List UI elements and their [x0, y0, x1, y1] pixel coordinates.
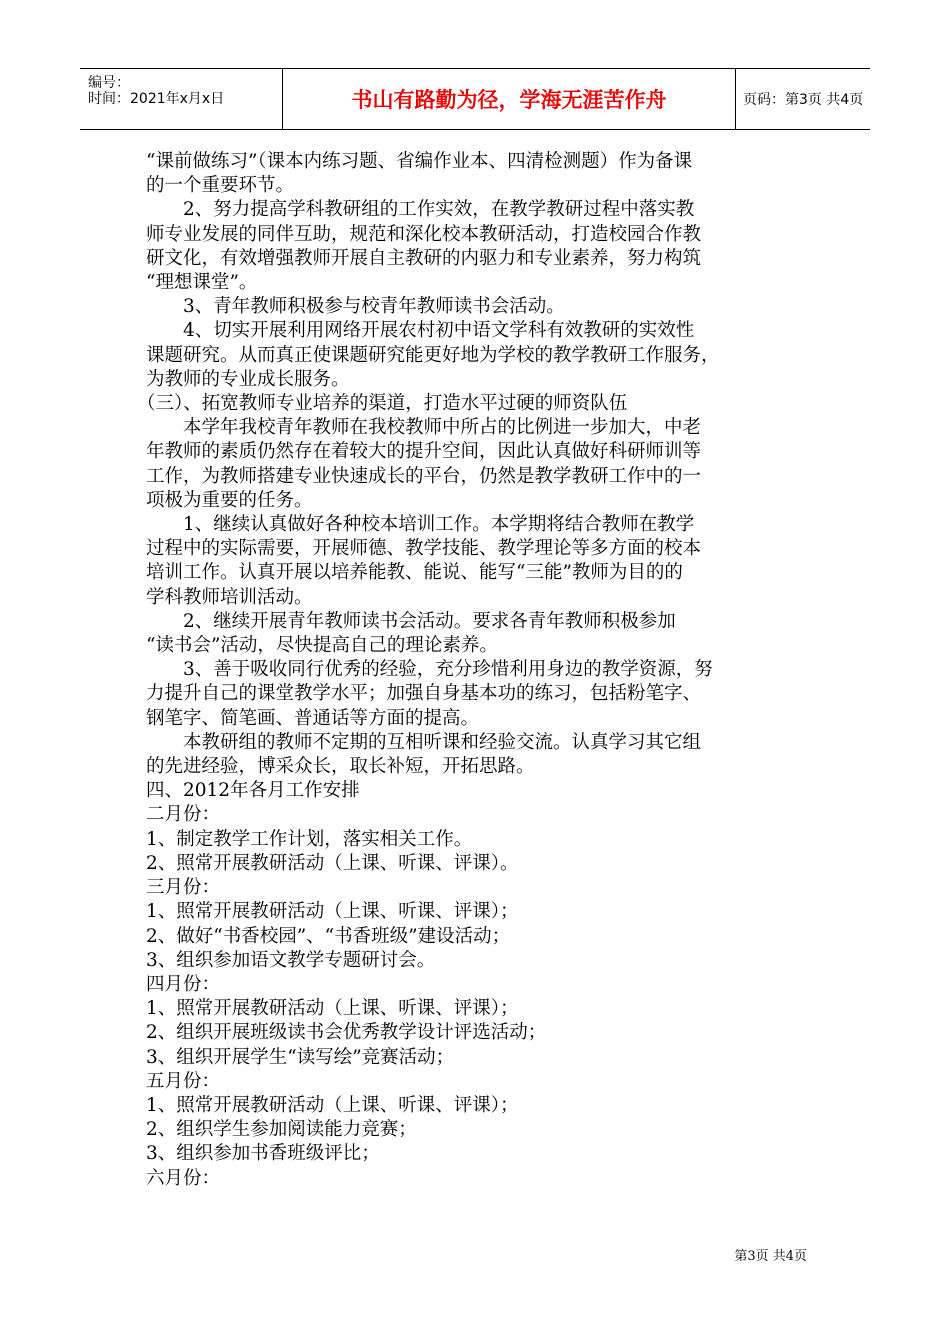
body-line: 2、继续开展青年教师读书会活动。要求各青年教师积极参加: [183, 610, 676, 632]
body-line: 4、切实开展利用网络开展农村初中语文学科有效教研的实效性: [183, 320, 695, 342]
document-body: [137, 150, 818, 1191]
month-heading: 四月份：: [146, 973, 221, 995]
list-item: 2、组织开展班级读书会优秀教学设计评选活动；: [146, 1022, 547, 1044]
body-line: 本教研组的教师不定期的互相听课和经验交流。认真学习其它组: [183, 731, 702, 753]
body-line: 的一个重要环节。: [146, 175, 295, 197]
month-heading: 五月份：: [146, 1070, 221, 1092]
list-item: 2、组织学生参加阅读能力竞赛；: [146, 1119, 417, 1141]
header-page-cell: [735, 69, 870, 129]
header-motto: 书山有路勤为径，学海无涯苦作舟: [351, 88, 667, 112]
body-line: 研文化，有效增强教师开展自主教研的内驱力和专业素养，努力构筑: [146, 247, 702, 269]
page-header: [80, 68, 870, 130]
body-line: 项极为重要的任务。: [146, 489, 313, 511]
list-item: 1、照常开展教研活动（上课、听课、评课）；: [146, 998, 519, 1020]
body-line: 3、青年教师积极参与校青年教师读书会活动。: [183, 296, 565, 318]
document-number-label: 编号：: [88, 75, 130, 91]
body-line: 师专业发展的同伴互助，规范和深化校本教研活动，打造校园合作教: [146, 223, 702, 245]
body-line: 的先进经验，博采众长，取长补短，开拓思路。: [146, 756, 535, 778]
body-line: “课前做练习”（课本内练习题、省编作业本、四清检测题）作为备课: [146, 151, 693, 172]
header-meta-cell: [80, 69, 282, 129]
section-heading: 四、2012年各月工作安排: [146, 780, 360, 802]
list-item: 1、照常开展教研活动（上课、听课、评课）；: [146, 1094, 519, 1116]
body-line: 为教师的专业成长服务。: [146, 368, 350, 390]
header-motto-cell: [282, 69, 736, 129]
body-line: 3、善于吸收同行优秀的经验，充分珍惜利用身边的教学资源，努: [183, 659, 713, 681]
body-line: 工作，为教师搭建专业快速成长的平台，仍然是教学教研工作中的一: [146, 465, 702, 487]
body-line: 力提升自己的课堂教学水平；加强自身基本功的练习，包括粉笔字、: [146, 683, 702, 705]
body-line: 本学年我校青年教师在我校教师中所占的比例进一步加大，中老: [183, 417, 702, 439]
section-heading: （三）、拓宽教师专业培养的渠道，打造水平过硬的师资队伍: [137, 393, 628, 415]
page-footer: 第3页 共4页: [734, 1249, 807, 1264]
body-line: 过程中的实际需要，开展师德、教学技能、教学理论等多方面的校本: [146, 538, 702, 560]
body-line: 钢笔字、简笔画、普通话等方面的提高。: [146, 707, 480, 729]
body-line: 1、继续认真做好各种校本培训工作。本学期将结合教师在教学: [183, 514, 695, 536]
month-heading: 二月份：: [146, 804, 221, 826]
header-page-code: 页码：第3页 共4页: [743, 92, 864, 108]
document-time-label: 时间：2021年x月x日: [88, 91, 225, 107]
body-line: 年教师的素质仍然存在着较大的提升空间，因此认真做好科研师训等: [146, 441, 702, 463]
body-line: “理想课堂”。: [146, 272, 258, 294]
body-line: 培训工作。认真开展以培养能教、能说、能写“三能”教师为目的的: [146, 562, 683, 584]
month-heading: 三月份：: [146, 877, 221, 899]
list-item: 2、照常开展教研活动（上课、听课、评课）。: [146, 852, 519, 874]
list-item: 3、组织开展学生“读写绘”竞赛活动；: [146, 1046, 455, 1068]
body-line: 学科教师培训活动。: [146, 586, 313, 608]
body-line: 2、努力提高学科教研组的工作实效，在教学教研过程中落实教: [183, 199, 695, 221]
body-line: 课题研究。从而真正使课题研究能更好地为学校的教学教研工作服务，: [146, 344, 720, 366]
list-item: 3、组织参加书香班级评比；: [146, 1143, 380, 1165]
list-item: 3、组织参加语文教学专题研讨会。: [146, 949, 436, 971]
list-item: 1、照常开展教研活动（上课、听课、评课）；: [146, 901, 519, 923]
month-heading: 六月份：: [146, 1167, 221, 1189]
list-item: 1、制定教学工作计划，落实相关工作。: [146, 828, 473, 850]
list-item: 2、做好“书香校园”、“书香班级”建设活动；: [146, 925, 511, 947]
body-line: “读书会”活动，尽快提高自己的理论素养。: [146, 635, 498, 657]
